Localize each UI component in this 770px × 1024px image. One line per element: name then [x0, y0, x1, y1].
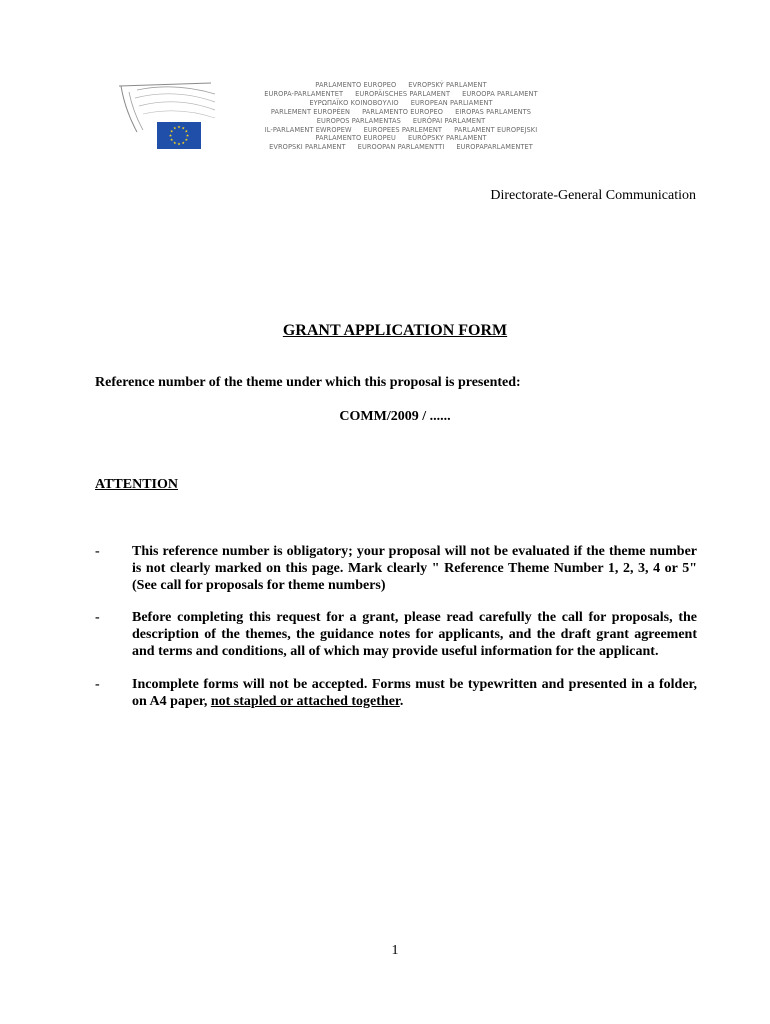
- list-item-text-end: .: [399, 693, 404, 709]
- institution-name: PARLAMENTO EUROPEO: [315, 81, 397, 89]
- institution-name-row: [211, 117, 591, 126]
- eu-star-icon: [182, 141, 185, 144]
- list-dash: -: [95, 676, 100, 692]
- european-parliament-logo: [115, 80, 575, 155]
- institution-name: IL-PARLAMENT EWROPEW: [264, 125, 352, 134]
- list-item: [95, 610, 697, 660]
- eu-star-icon: [186, 134, 189, 137]
- institution-name: EUROPEES PARLEMENT: [363, 125, 443, 134]
- institution-name: EUROOPA PARLAMENT: [462, 89, 538, 98]
- institution-name: EUROPEAN PARLIAMENT: [410, 98, 493, 107]
- list-item-text: Before completing this request for a grant, please read carefully the call for proposals, the description of the themes, the guidance notes for applicants, and the draft grant agreement and terms and conditions, all of which may provide useful information for the applicant.: [132, 610, 697, 659]
- institution-name-row: [211, 143, 591, 152]
- list-dash: -: [95, 610, 100, 626]
- eu-star-icon: [178, 143, 181, 146]
- directorate-label: Directorate-General Communication: [490, 188, 696, 203]
- institution-name-row: [211, 108, 591, 117]
- list-item-text: This reference number is obligatory; your proposal will not be evaluated if the theme number is not clearly marked on this page. Mark clearly " Reference Theme Number 1, 2, 3, 4 or 5" (See call for proposals for theme numbers): [132, 544, 697, 593]
- eu-flag-icon: [157, 122, 201, 149]
- institution-name: PARLAMENTO EUROPEU: [315, 134, 396, 143]
- institution-name: PARLEMENT EUROPÉEN: [270, 107, 351, 116]
- eu-star-icon: [182, 127, 185, 130]
- institution-name: EUROOPAN PARLAMENTTI: [357, 143, 445, 152]
- institution-name: EVROPSKÝ PARLAMENT: [408, 81, 487, 89]
- institution-names: [211, 81, 591, 152]
- attention-list: [95, 544, 697, 726]
- institution-name: ΕΥΡΩΠΑΪΚΟ ΚΟΙΝΟΒΟΥΛΙΟ: [309, 98, 399, 107]
- eu-star-icon: [185, 138, 188, 141]
- eu-star-icon: [169, 134, 172, 137]
- list-item-text: [132, 677, 697, 711]
- institution-name-row: [211, 99, 591, 108]
- eu-star-icon: [173, 127, 176, 130]
- institution-name: EVROPSKI PARLAMENT: [269, 143, 346, 152]
- institution-name: PARLAMENT EUROPEJSKI: [454, 125, 538, 134]
- reference-value: COMM/2009 / ......: [339, 409, 451, 424]
- institution-name-row: [211, 81, 591, 90]
- list-item: [95, 677, 697, 711]
- eu-star-icon: [173, 141, 176, 144]
- page-number: 1: [391, 943, 399, 958]
- institution-name: EUROPA-PARLAMENTET: [264, 89, 344, 98]
- eu-star-icon: [178, 126, 181, 129]
- underlined-phrase: not stapled or attached together: [210, 693, 400, 709]
- reference-question: Reference number of the theme under which this proposal is presented:: [95, 375, 521, 390]
- list-dash: -: [95, 544, 100, 559]
- institution-name-row: [211, 90, 591, 99]
- institution-name: EURÓPSKY PARLAMENT: [407, 134, 487, 143]
- institution-name: EUROPÄISCHES PARLAMENT: [355, 89, 451, 98]
- eu-star-icon: [170, 130, 173, 133]
- attention-heading: ATTENTION: [95, 477, 178, 492]
- eu-star-icon: [170, 138, 173, 141]
- institution-name: EUROPAPARLAMENTET: [456, 143, 533, 152]
- form-title: GRANT APPLICATION FORM: [282, 322, 508, 339]
- institution-name-row: [211, 134, 591, 143]
- institution-name: PARLAMENTO EUROPEO: [362, 107, 444, 116]
- list-item-text-start: Incomplete forms will not be accepted. Forms must be typewritten and presented in a folder, on A4 paper,: [132, 676, 697, 709]
- eu-star-icon: [185, 130, 188, 133]
- list-item: [95, 544, 697, 594]
- institution-name-row: [211, 126, 591, 135]
- institution-name: EUROPOS PARLAMENTAS: [316, 116, 401, 125]
- institution-name: EIROPAS PARLAMENTS: [455, 107, 532, 116]
- institution-name: EURÓPAI PARLAMENT: [412, 116, 486, 125]
